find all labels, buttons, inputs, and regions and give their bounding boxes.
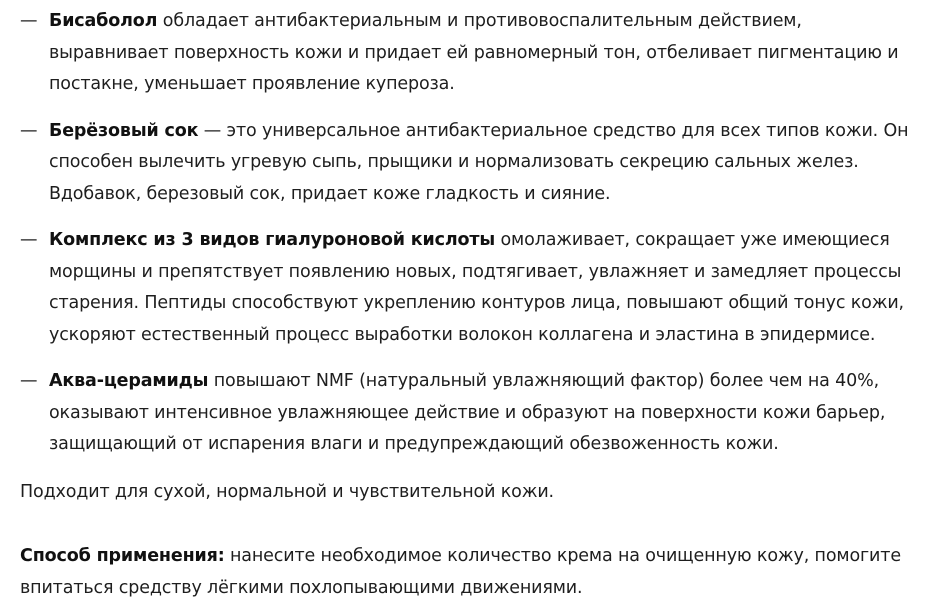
usage-label: Способ применения:	[20, 546, 225, 566]
dash-marker: —	[20, 120, 38, 141]
ingredient-name: Берёзовый сок	[49, 120, 199, 141]
skin-type-note: Подходит для сухой, нормальной и чувствительной кожи.	[20, 481, 554, 502]
ingredient-name: Комплекс из 3 видов гиалуроновой кислоты	[49, 230, 496, 250]
ingredient-item-aqua-ceramides	[20, 366, 920, 461]
ingredient-name: Аква-церамиды	[49, 371, 209, 391]
ingredient-item-hyaluronic-acid	[20, 225, 920, 351]
ingredient-description: омолаживает, сокращает уже имеющиеся морщины и препятствует появлению новых, подтягивает, увлажняет и замедляет процессы старения. Пептиды способствуют укреплению контуров лица, повышают общий тонус кожи, ускоряют естественный процесс выработки волокон коллагена и эластина в эпидермисе.	[49, 230, 904, 345]
dash-marker: —	[20, 230, 38, 250]
product-description	[20, 6, 920, 604]
dash-marker: —	[20, 371, 38, 391]
usage-instructions	[20, 541, 920, 604]
ingredient-name: Бисаболол	[49, 11, 158, 31]
ingredient-item-birch-sap	[20, 116, 920, 211]
ingredient-item-bisabolol	[20, 6, 920, 101]
ingredient-description: повышают NMF (натуральный увлажняющий фактор) более чем на 40%, оказывают интенсивное увлажняющее действие и образуют на поверхности кожи барьер, защищающий от испарения влаги и предупреждающий обезвоженность кожи.	[49, 371, 886, 454]
ingredient-description: обладает антибактериальным и противовоспалительным действием, выравнивает поверхность кожи и придает ей равномерный тон, отбеливает пигментацию и постакне, уменьшает проявление купероза.	[49, 11, 899, 94]
ingredient-description: — это универсальное антибактериальное средство для всех типов кожи. Он способен вылечить угревую сыпь, прыщики и нормализовать секрецию сальных желез. Вдобавок, березовый сок, придает коже гладкость и сияние.	[49, 120, 909, 204]
dash-marker: —	[20, 11, 38, 31]
usage-text: нанесите необходимое количество крема на очищенную кожу, помогите впитаться средству лёгкими похлопывающими движениями.	[20, 546, 901, 598]
